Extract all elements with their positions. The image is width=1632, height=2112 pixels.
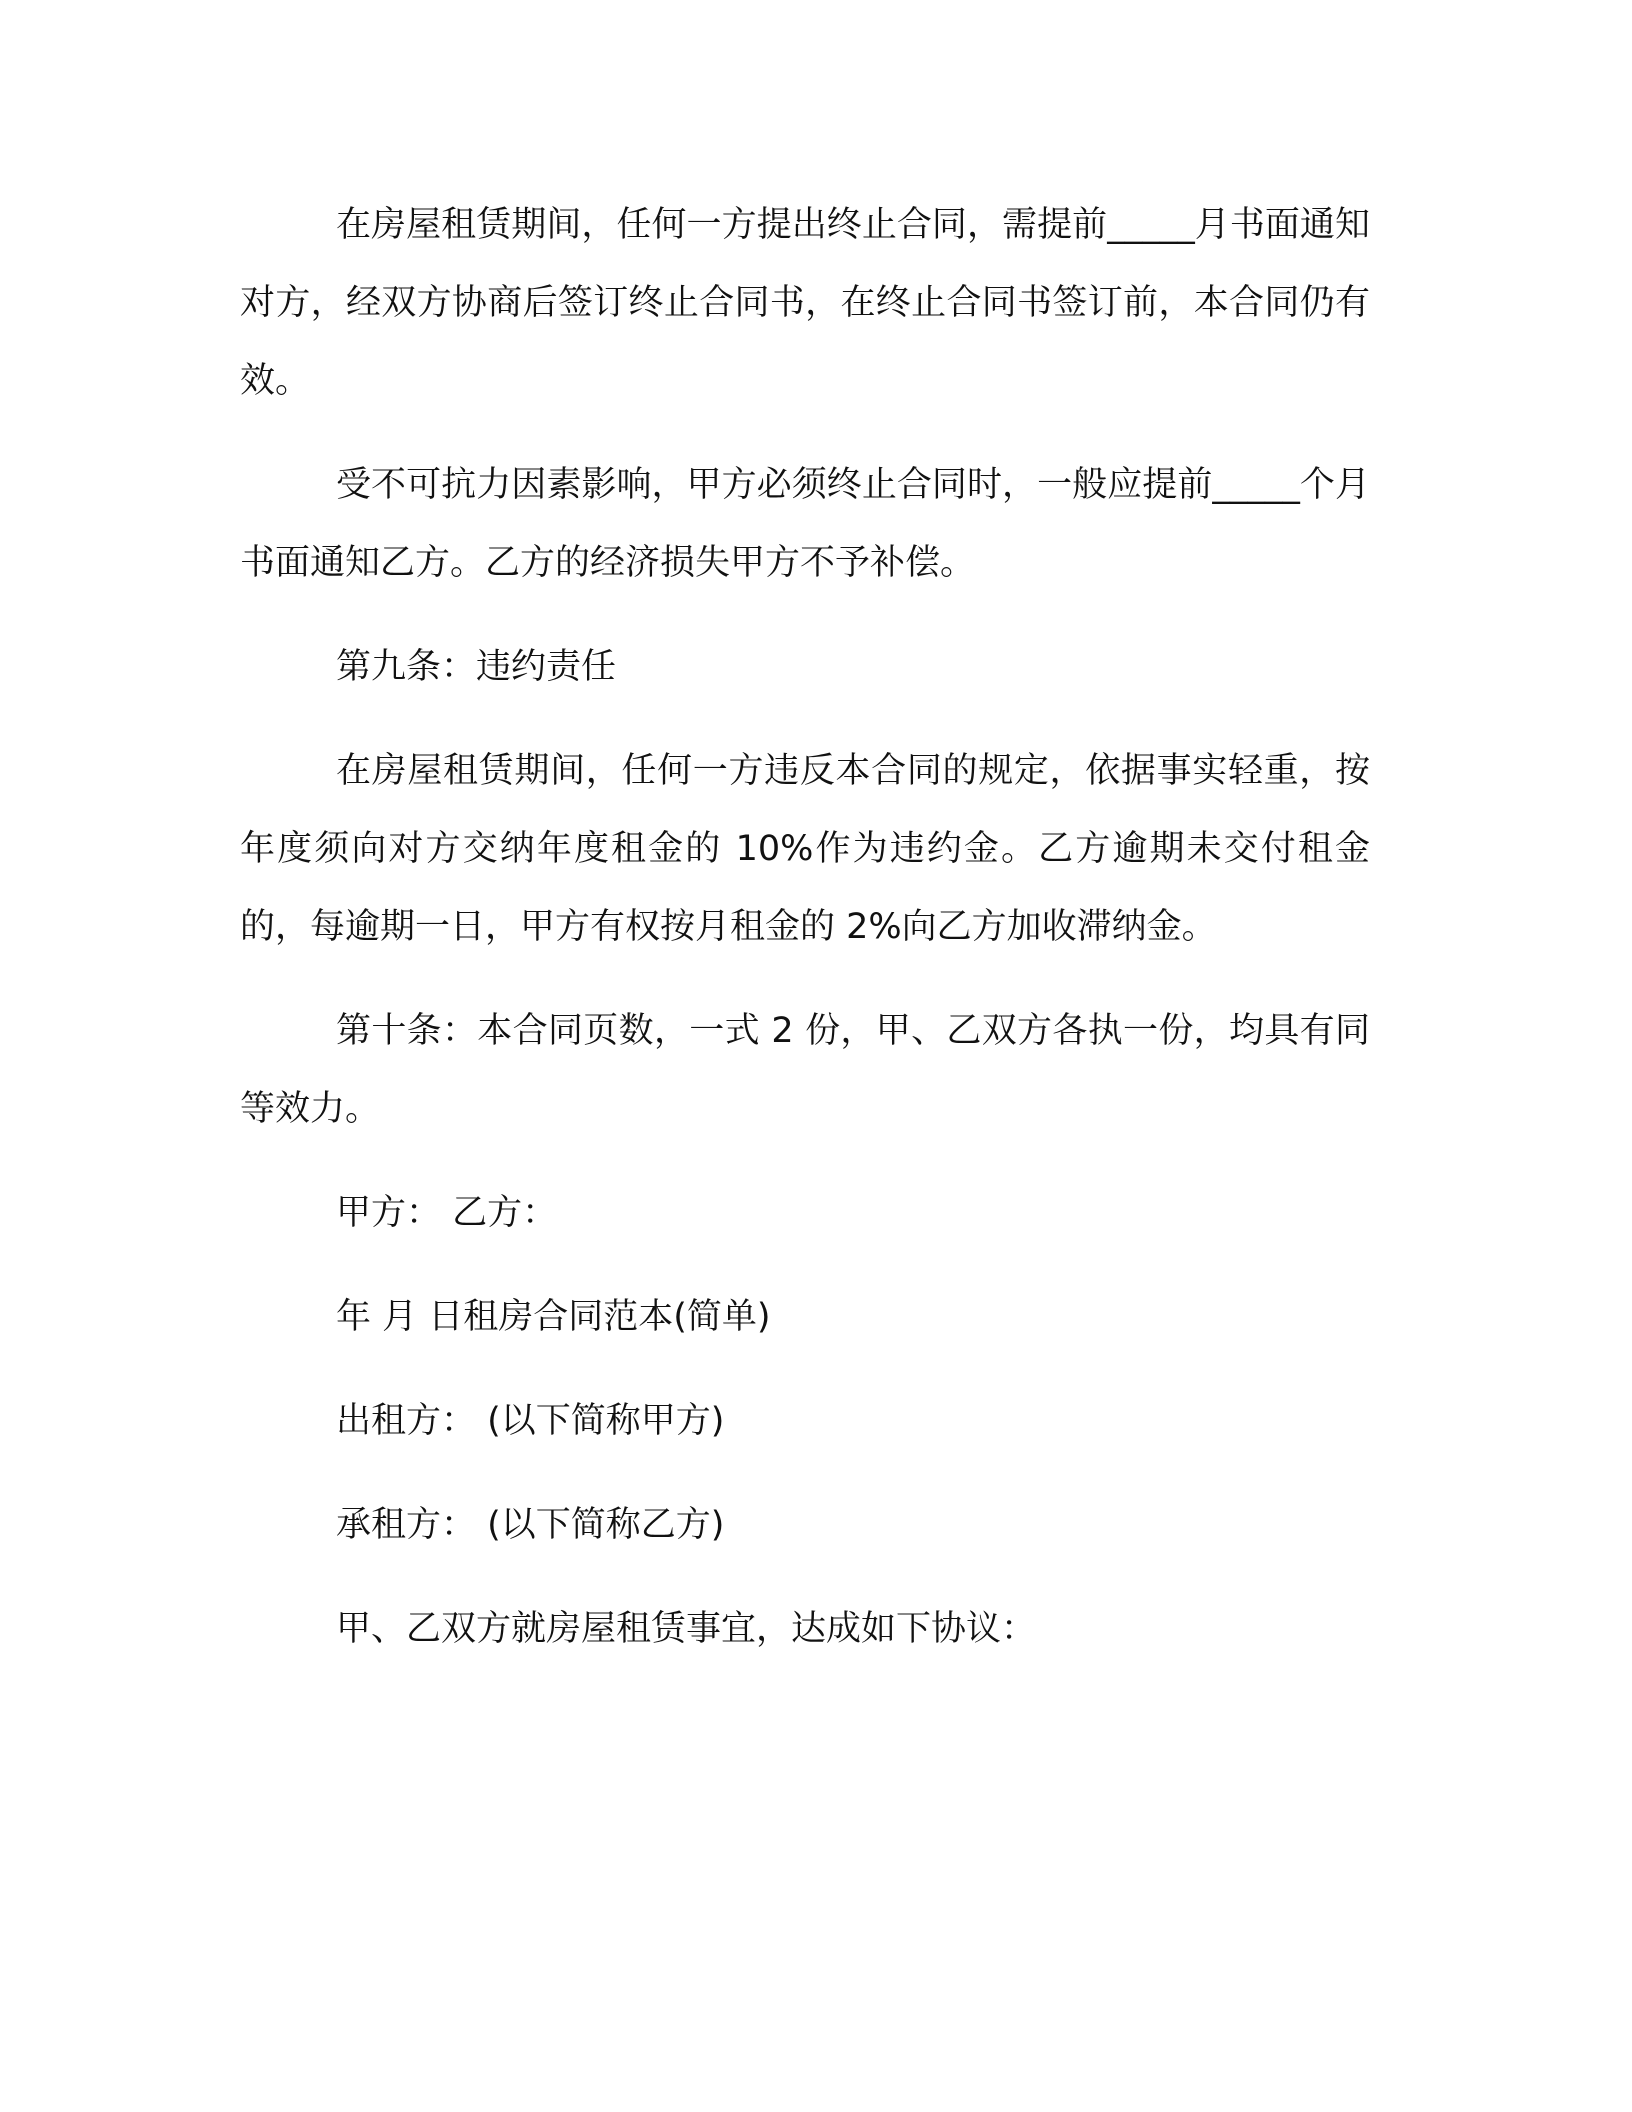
signature-parties-line: 甲方： 乙方： <box>336 1193 558 1233</box>
date-and-template-title: 年 月 日租房合同范本(简单) <box>336 1297 771 1337</box>
lessor-line: 出租方： (以下简称甲方) <box>336 1401 725 1441</box>
paragraph-force-majeure: 受不可抗力因素影响，甲方必须终止合同时，一般应提前_____个月书面通知乙方。乙方的经济损失甲方不予补偿。 <box>240 465 1370 583</box>
paragraph-breach-liability: 在房屋租赁期间，任何一方违反本合同的规定，依据事实轻重，按年度须向对方交纳年度租金的 10%作为违约金。乙方逾期未交付租金的，每逾期一日，甲方有权按月租金的 2%向乙方加收滞纳金。 <box>240 751 1370 947</box>
article-10-copies: 第十条：本合同页数，一式 2 份，甲、乙双方各执一份，均具有同等效力。 <box>240 1011 1370 1129</box>
article-9-heading: 第九条：违约责任 <box>336 647 617 687</box>
document-body <box>240 186 1370 1694</box>
paragraph-termination-notice: 在房屋租赁期间，任何一方提出终止合同，需提前_____月书面通知对方，经双方协商后签订终止合同书，在终止合同书签订前，本合同仍有效。 <box>240 205 1370 401</box>
agreement-intro: 甲、乙双方就房屋租赁事宜，达成如下协议： <box>336 1609 1037 1649</box>
lessee-line: 承租方： (以下简称乙方) <box>336 1505 725 1545</box>
